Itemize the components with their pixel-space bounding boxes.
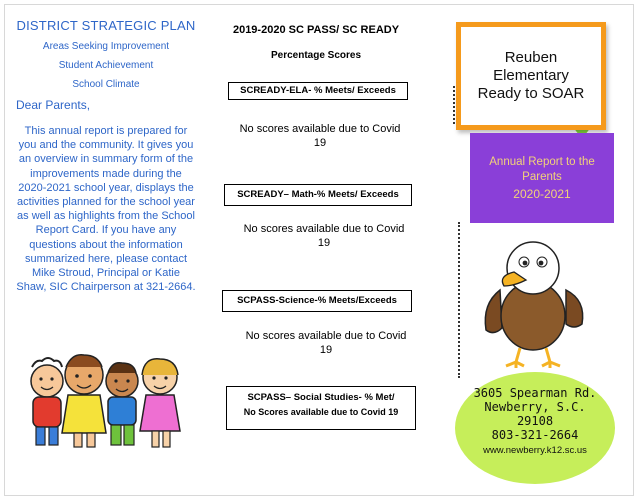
school-motto: Ready to SOAR bbox=[477, 85, 585, 102]
website-link[interactable]: www.newberry.k12.sc.us bbox=[483, 445, 587, 456]
kid-figure bbox=[106, 363, 138, 445]
report-title: Annual Report to the Parents bbox=[489, 156, 595, 183]
dotted-line bbox=[453, 86, 455, 124]
kid-figure bbox=[62, 355, 106, 447]
area-item: Student Achievement bbox=[58, 60, 154, 71]
social-studies-score-box bbox=[226, 386, 416, 430]
middle-column bbox=[206, 20, 426, 61]
parent-letter: This annual report is prepared for you and the community. It gives you an overview in summary form of the improvements made during the 2020-2021 school year, displays the activities planned for the school year as well as highlights from the School Report Card. If you have any questions about the information summarized here, please contact Mike Stroud, Principal or Katie Shaw, SIC Chairperson at 321-2664. bbox=[16, 125, 196, 294]
annual-report-box bbox=[470, 133, 614, 223]
school-name-line: Reuben bbox=[504, 49, 558, 66]
social-studies-no-scores-note: No Scores available due to Covid 19 bbox=[243, 407, 399, 417]
dotted-line bbox=[458, 222, 460, 378]
address-city: Newberry, S.C. bbox=[484, 400, 586, 414]
ela-no-scores-note: No scores available due to Covid 19 bbox=[239, 123, 401, 149]
phone-number: 803-321-2664 bbox=[491, 428, 579, 442]
area-item: School Climate bbox=[72, 79, 140, 90]
scores-title: 2019-2020 SC PASS/ SC READY bbox=[232, 24, 400, 36]
scores-subtitle: Percentage Scores bbox=[270, 50, 362, 61]
kid-figure bbox=[140, 359, 180, 447]
school-name-line: Elementary bbox=[493, 67, 569, 84]
ela-score-label: SCREADY-ELA- % Meets/ Exceeds bbox=[228, 82, 408, 100]
eagle-mascot-icon bbox=[478, 232, 588, 372]
kid-figure bbox=[31, 358, 63, 445]
contact-oval bbox=[455, 372, 615, 484]
strategic-plan-title: DISTRICT STRATEGIC PLAN bbox=[16, 18, 196, 33]
address-street: 3605 Spearman Rd. bbox=[473, 386, 597, 400]
math-score-label: SCREADY– Math-% Meets/ Exceeds bbox=[224, 184, 412, 206]
report-years: 2020-2021 bbox=[513, 187, 571, 201]
science-no-scores-note: No scores available due to Covid 19 bbox=[245, 330, 407, 356]
math-no-scores-note: No scores available due to Covid 19 bbox=[243, 223, 405, 249]
area-item: Areas Seeking Improvement bbox=[42, 41, 170, 52]
left-column bbox=[16, 14, 196, 294]
school-name bbox=[478, 49, 585, 103]
greeting: Dear Parents, bbox=[16, 98, 91, 112]
kids-illustration bbox=[18, 345, 188, 455]
school-title-box bbox=[456, 22, 606, 130]
science-score-label: SCPASS-Science-% Meets/Exceeds bbox=[222, 290, 412, 312]
address-zip: 29108 bbox=[516, 414, 554, 428]
social-studies-score-label: SCPASS– Social Studies- % Met/ bbox=[247, 392, 395, 403]
